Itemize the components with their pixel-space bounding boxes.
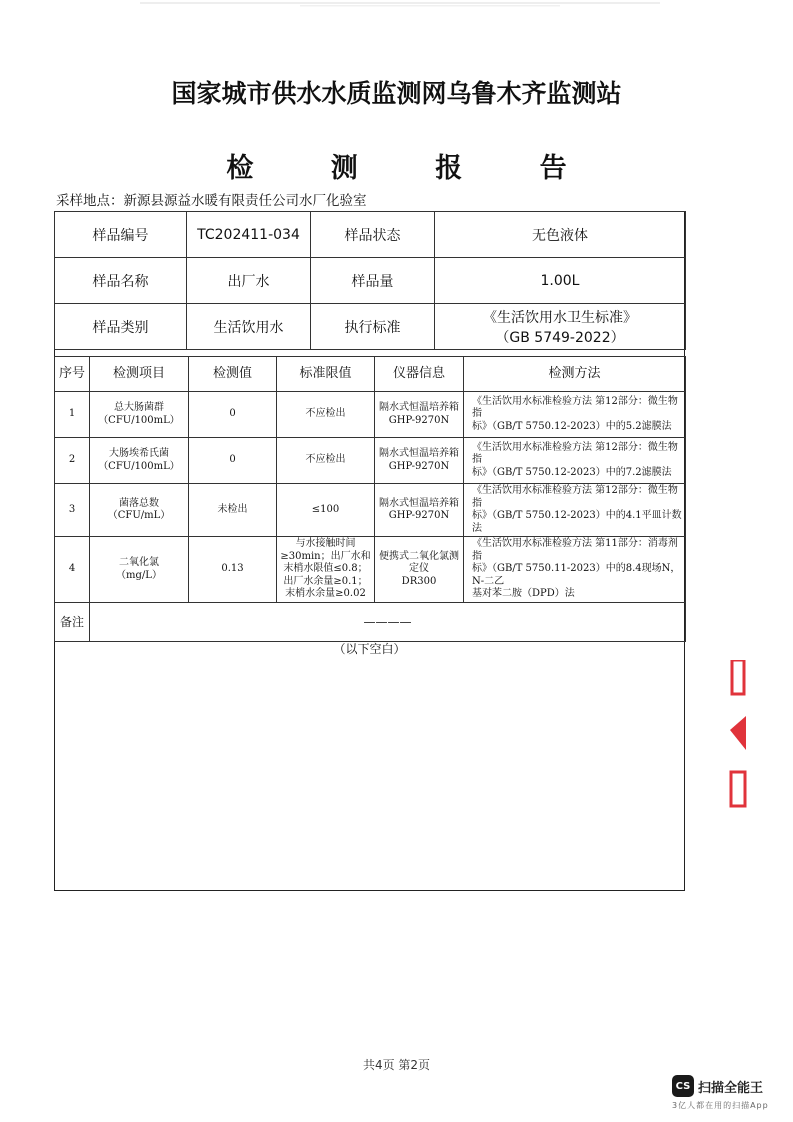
row-value: 0 xyxy=(189,392,277,438)
remark-label: 备注 xyxy=(55,603,90,642)
organization-title: 国家城市供水水质监测网乌鲁木齐监测站 xyxy=(171,79,622,108)
row-limit: 不应检出 xyxy=(277,392,375,438)
method-line: 标》（GB/T 5750.12-2023）中的5.2滤膜法 xyxy=(472,420,672,432)
sample-name-label: 样品名称 xyxy=(55,258,187,304)
instrument-model: GHP-9270N xyxy=(388,460,450,472)
row-method xyxy=(464,392,686,438)
item-unit: （CFU/100mL） xyxy=(98,460,180,472)
info-row xyxy=(55,258,686,304)
logo-name: 扫描全能王 xyxy=(698,1080,764,1096)
row-item xyxy=(90,438,189,484)
sample-no-label: 样品编号 xyxy=(55,212,187,258)
standard-value-line: （GB 5749-2022） xyxy=(495,329,625,346)
method-line: 标》（GB/T 5750.11-2023）中的8.4现场N，N-二乙 xyxy=(472,563,681,587)
instrument-name: 隔水式恒温培养箱 xyxy=(379,402,459,413)
instrument-name: 隔水式恒温培养箱 xyxy=(379,497,459,509)
row-limit: 不应检出 xyxy=(277,438,375,484)
row-no: 4 xyxy=(55,537,90,603)
info-row xyxy=(55,212,686,258)
standard-label: 执行标准 xyxy=(311,304,435,350)
item-name: 总大肠菌群 xyxy=(114,402,164,413)
instrument-name: 定仪 xyxy=(409,563,429,575)
limit-line: ≥30min；出厂水和 xyxy=(280,550,371,562)
sample-type-label: 样品类别 xyxy=(55,304,187,350)
row-item xyxy=(90,484,189,537)
page-number: 共4页 第2页 xyxy=(362,1058,431,1072)
limit-line: 与水接触时间 xyxy=(295,538,356,550)
instrument-name: 便携式二氧化氯测 xyxy=(379,550,459,562)
header-limit: 标准限值 xyxy=(277,357,375,392)
header-item: 检测项目 xyxy=(90,357,189,392)
results-header-row xyxy=(55,357,686,392)
sample-info-table xyxy=(54,211,686,350)
method-line: 《生活饮用水标准检验方法 第11部分：消毒剂指 xyxy=(472,538,678,562)
row-no: 3 xyxy=(55,484,90,537)
sample-qty-value: 1.00L xyxy=(435,258,686,304)
row-limit: ≤100 xyxy=(277,484,375,537)
instrument-name: 隔水式恒温培养箱 xyxy=(379,448,459,459)
header-method: 检测方法 xyxy=(464,357,686,392)
table-row xyxy=(55,438,686,484)
row-item xyxy=(90,392,189,438)
scan-edge-noise xyxy=(0,0,793,22)
row-instrument xyxy=(375,484,464,537)
limit-line: 出厂水余量≥0.1； xyxy=(283,575,368,587)
document-title: 检 测 报 告 xyxy=(226,153,601,184)
limit-line: 末梢水余量≥0.02 xyxy=(285,588,366,600)
sample-no-value: TC202411-034 xyxy=(187,212,311,258)
row-value: 0.13 xyxy=(189,537,277,603)
method-line: 基对苯二胺（DPD）法 xyxy=(472,588,575,600)
item-name: 大肠埃希氏菌 xyxy=(109,448,169,459)
blank-note: （以下空白） xyxy=(333,642,406,656)
standard-value xyxy=(435,304,686,350)
sample-state-label: 样品状态 xyxy=(311,212,435,258)
row-method xyxy=(464,484,686,537)
item-unit: （CFU/mL） xyxy=(107,510,171,521)
instrument-model: GHP-9270N xyxy=(388,414,450,426)
instrument-model: GHP-9270N xyxy=(388,510,450,521)
method-line: 《生活饮用水标准检验方法 第12部分：微生物指 xyxy=(472,441,678,466)
red-seal-stamp xyxy=(728,660,750,810)
row-no: 1 xyxy=(55,392,90,438)
row-method xyxy=(464,537,686,603)
method-line: 标》（GB/T 5750.12-2023）中的7.2滤膜法 xyxy=(472,466,672,478)
header-no: 序号 xyxy=(55,357,90,392)
row-item xyxy=(90,537,189,603)
header-value: 检测值 xyxy=(189,357,277,392)
item-name: 二氧化氯 xyxy=(119,557,159,568)
method-line: 《生活饮用水标准检验方法 第12部分：微生物指 xyxy=(472,485,678,509)
row-no: 2 xyxy=(55,438,90,484)
row-instrument xyxy=(375,392,464,438)
instrument-model: DR300 xyxy=(401,575,437,587)
row-value: 0 xyxy=(189,438,277,484)
table-row xyxy=(55,484,686,537)
sample-qty-label: 样品量 xyxy=(311,258,435,304)
remark-row xyxy=(55,603,686,642)
row-instrument xyxy=(375,537,464,603)
item-name: 菌落总数 xyxy=(119,497,159,509)
info-row xyxy=(55,304,686,350)
method-line: 标》（GB/T 5750.12-2023）中的4.1平皿计数法 xyxy=(472,510,682,534)
standard-value-line: 《生活饮用水卫生标准》 xyxy=(483,309,637,326)
sample-type-value: 生活饮用水 xyxy=(187,304,311,350)
cs-logo-icon: CS xyxy=(672,1075,694,1097)
sample-state-value: 无色液体 xyxy=(435,212,686,258)
scanner-logo xyxy=(672,1075,763,1097)
row-limit xyxy=(277,537,375,603)
sample-name-value: 出厂水 xyxy=(187,258,311,304)
row-value: 未检出 xyxy=(189,484,277,537)
table-row xyxy=(55,392,686,438)
header-instrument: 仪器信息 xyxy=(375,357,464,392)
logo-tagline: 3亿人都在用的扫描App xyxy=(672,1101,769,1110)
row-method xyxy=(464,438,686,484)
results-table xyxy=(54,356,686,642)
limit-line: 末梢水限值≤0.8； xyxy=(283,563,368,575)
item-unit: （mg/L） xyxy=(116,569,162,581)
table-row xyxy=(55,537,686,603)
sampling-location: 采样地点：新源县源益水暖有限责任公司水厂化验室 xyxy=(56,193,367,209)
row-instrument xyxy=(375,438,464,484)
item-unit: （CFU/100mL） xyxy=(98,414,180,426)
method-line: 《生活饮用水标准检验方法 第12部分：微生物指 xyxy=(472,395,678,420)
remark-value: ———— xyxy=(90,603,686,642)
